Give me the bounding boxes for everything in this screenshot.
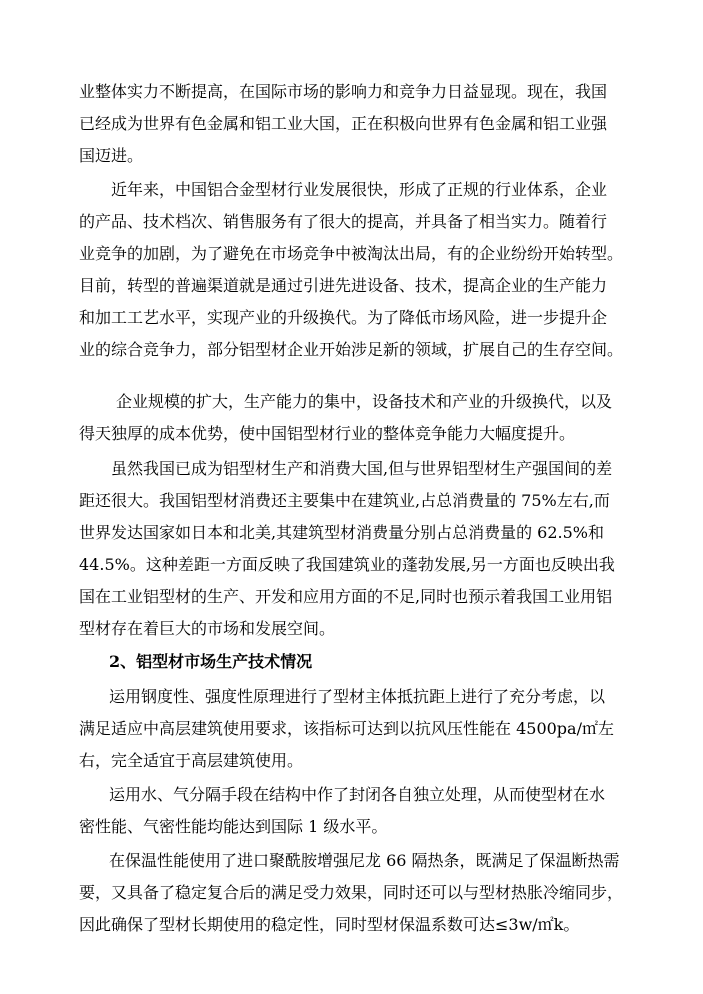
text-line: 目前，转型的普遍渠道就是通过引进先进设备、技术，提高企业的生产能力 — [79, 276, 608, 295]
text-line: 业竞争的加剧，为了避免在市场竞争中被淘汰出局，有的企业纷纷开始转型。 — [79, 244, 624, 263]
text-line: 44.5%。这种差距一方面反映了我国建筑业的蓬勃发展,另一方面也反映出我 — [79, 555, 615, 574]
text-line: 要，又具备了稳定复合后的满足受力效果，同时还可以与型材热胀冷缩同步， — [79, 883, 624, 902]
text-line: 得天独厚的成本优势，使中国铝型材行业的整体竞争能力大幅度提升。 — [79, 424, 576, 443]
text-line: 的产品、技术档次、销售服务有了很大的提高，并具备了相当实力。随着行 — [79, 212, 608, 231]
text-line: 运用水、气分隔手段在结构中作了封闭各自独立处理，从而使型材在水 — [109, 785, 606, 804]
text-line: 业整体实力不断提高，在国际市场的影响力和竞争力日益显现。现在，我国 — [79, 82, 608, 101]
text-line: 已经成为世界有色金属和铝工业大国，正在积极向世界有色金属和铝工业强 — [79, 114, 608, 133]
text-line: 国在工业铝型材的生产、开发和应用方面的不足,同时也预示着我国工业用铝 — [79, 587, 613, 606]
text-line: 型材存在着巨大的市场和发展空间。 — [79, 619, 336, 638]
text-line: 国迈进。 — [79, 146, 144, 165]
text-line: 密性能、气密性能均能达到国际 1 级水平。 — [79, 817, 388, 836]
text-line: 因此确保了型材长期使用的稳定性，同时型材保温系数可达≤3w/㎡k。 — [79, 915, 580, 934]
section-heading: 2、铝型材市场生产技术情况 — [109, 652, 313, 671]
text-line: 虽然我国已成为铝型材生产和消费大国,但与世界铝型材生产强国间的差 — [111, 459, 613, 478]
text-line: 和加工工艺水平，实现产业的升级换代。为了降低市场风险，进一步提升企 — [79, 308, 608, 327]
text-line: 满足适应中高层建筑使用要求，该指标可达到以抗风压性能在 4500pa/㎡左 — [79, 719, 614, 738]
text-line: 右，完全适宜于高层建筑使用。 — [79, 751, 304, 770]
text-line: 近年来，中国铝合金型材行业发展很快，形成了正规的行业体系，企业 — [111, 180, 608, 199]
text-line: 距还很大。我国铝型材消费还主要集中在建筑业,占总消费量的 75%左右,而 — [79, 491, 610, 510]
text-line: 企业规模的扩大，生产能力的集中，设备技术和产业的升级换代，以及 — [116, 392, 613, 411]
text-line: 在保温性能使用了进口聚酰胺增强尼龙 66 隔热条，既满足了保温断热需 — [109, 851, 620, 870]
text-line: 运用钢度性、强度性原理进行了型材主体抵抗距上进行了充分考虑，以 — [109, 687, 606, 706]
text-line: 世界发达国家如日本和北美,其建筑型材消费量分别占总消费量的 62.5%和 — [79, 523, 605, 542]
text-line: 业的综合竞争力，部分铝型材企业开始涉足新的领域，扩展自己的生存空间。 — [79, 340, 624, 359]
